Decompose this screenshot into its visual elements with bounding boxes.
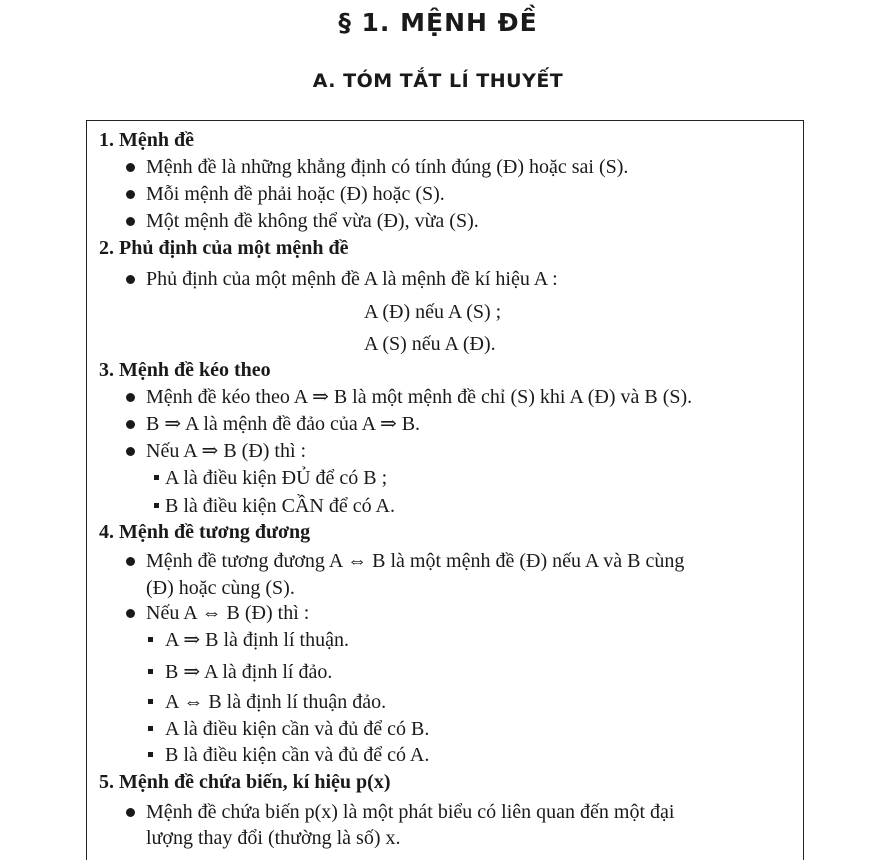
section-3-item-1: Mệnh đề kéo theo A ⇒ B là một mệnh đề chỉ (S) khi A (Đ) và B (S). [146, 386, 693, 408]
section-3-item-3: Nếu A ⇒ B (Đ) thì : [146, 440, 307, 462]
bullet-icon [126, 420, 135, 429]
section-4-subitem-1: A ⇒ B là định lí thuận. [165, 629, 349, 651]
bullet-icon [126, 609, 135, 618]
section-5-item-1-cont: lượng thay đổi (thường là số) x. [146, 827, 401, 849]
section-3-subitem-1: A là điều kiện ĐỦ để có B ; [165, 467, 388, 489]
section-1-item-2: Mỗi mệnh đề phải hoặc (Đ) hoặc (S). [146, 183, 445, 205]
bullet-icon [126, 447, 135, 456]
sub-bullet-icon [154, 503, 159, 508]
sub-bullet-icon [148, 637, 153, 642]
section-4-item-1: Mệnh đề tương đương A ⇔ B là một mệnh đề (Đ) nếu A và B cùng [146, 550, 685, 572]
bullet-icon [126, 190, 135, 199]
sub-bullet-icon [148, 669, 153, 674]
bullet-icon [126, 393, 135, 402]
section-4-subitem-5: B là điều kiện cần và đủ để có A. [165, 744, 430, 766]
sub-bullet-icon [154, 475, 159, 480]
section-4-subitem-4: A là điều kiện cần và đủ để có B. [165, 718, 430, 740]
sub-bullet-icon [148, 726, 153, 731]
bullet-icon [126, 275, 135, 284]
page-title: § 1. MỆNH ĐỀ [338, 8, 538, 37]
section-5-heading: 5. Mệnh đề chứa biến, kí hiệu p(x) [99, 771, 391, 793]
bullet-icon [126, 808, 135, 817]
section-1-heading: 1. Mệnh đề [99, 129, 194, 151]
section-4-item-2: Nếu A ⇔ B (Đ) thì : [146, 602, 310, 624]
sub-bullet-icon [148, 752, 153, 757]
negation-formula-2: A (S) nếu A (Đ). [364, 333, 496, 355]
section-4-subitem-2: B ⇒ A là định lí đảo. [165, 661, 333, 683]
section-4-heading: 4. Mệnh đề tương đương [99, 521, 311, 543]
section-3-item-2: B ⇒ A là mệnh đề đảo của A ⇒ B. [146, 413, 421, 435]
section-2-heading: 2. Phủ định của một mệnh đề [99, 237, 349, 259]
section-4-item-1-cont: (Đ) hoặc cùng (S). [146, 577, 295, 599]
section-3-subitem-2: B là điều kiện CẦN để có A. [165, 495, 395, 517]
bullet-icon [126, 163, 135, 172]
bullet-icon [126, 217, 135, 226]
section-2-item-1: Phủ định của một mệnh đề A là mệnh đề kí hiệu A : [146, 268, 558, 290]
negation-formula-1: A (Đ) nếu A (S) ; [364, 301, 502, 323]
section-1-item-1: Mệnh đề là những khẳng định có tính đúng (Đ) hoặc sai (S). [146, 156, 629, 178]
section-4-subitem-3: A ⇔ B là định lí thuận đảo. [165, 691, 387, 713]
section-3-heading: 3. Mệnh đề kéo theo [99, 359, 271, 381]
section-subtitle: A. TÓM TẮT LÍ THUYẾT [312, 70, 564, 92]
sub-bullet-icon [148, 699, 153, 704]
section-5-item-1: Mệnh đề chứa biến p(x) là một phát biểu có liên quan đến một đại [146, 801, 675, 823]
bullet-icon [126, 557, 135, 566]
section-1-item-3: Một mệnh đề không thể vừa (Đ), vừa (S). [146, 210, 479, 232]
